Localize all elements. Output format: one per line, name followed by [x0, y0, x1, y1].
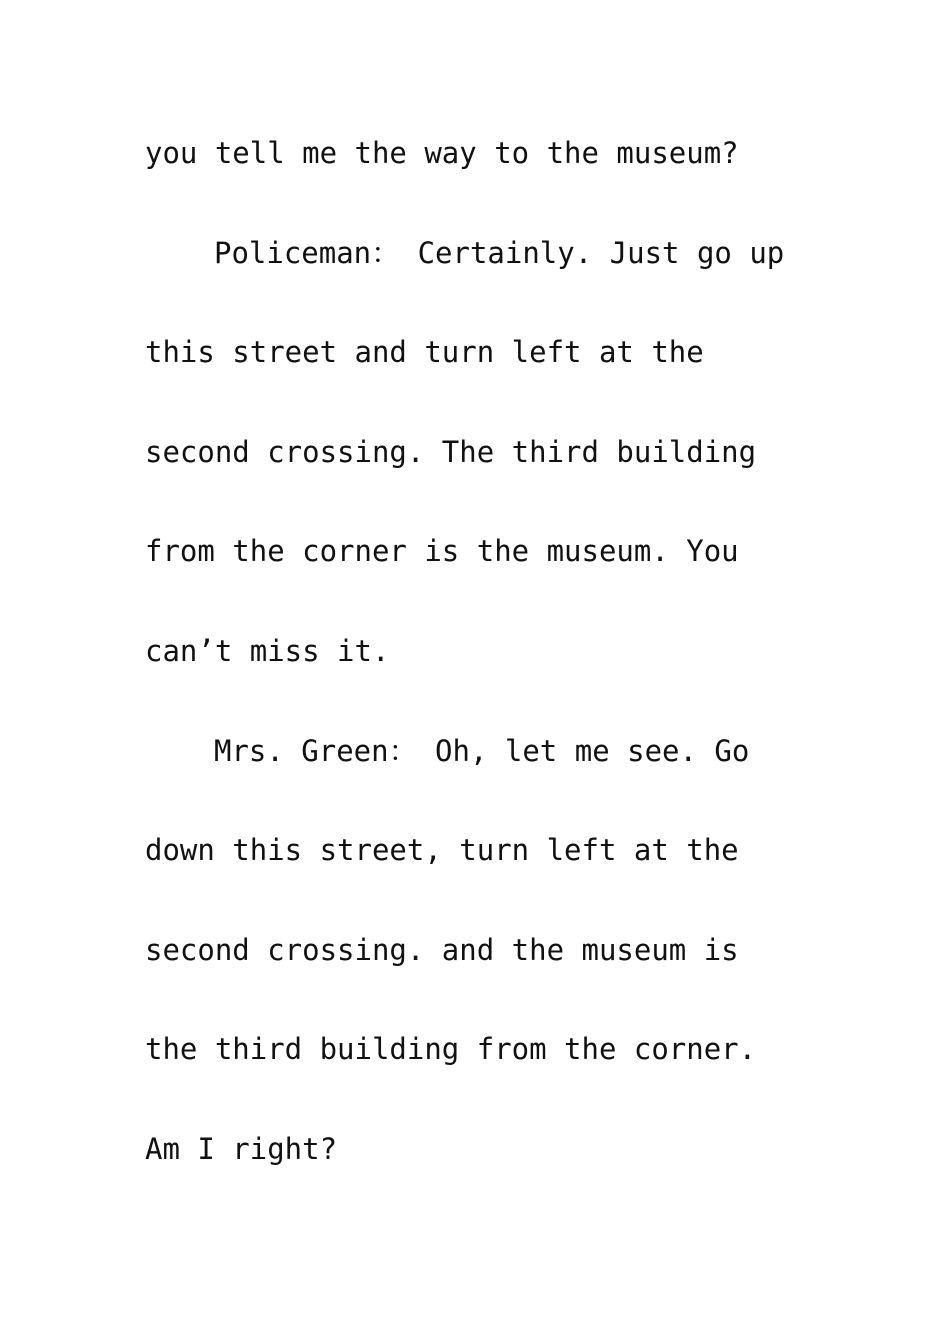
- text-line: down this street, turn left at the: [145, 833, 739, 868]
- text-line: Am I right?: [145, 1131, 338, 1166]
- text-line: second crossing. The third building: [145, 434, 757, 469]
- text-line: you tell me the way to the museum?: [145, 136, 739, 170]
- text-line: from the corner is the museum. You: [145, 534, 739, 569]
- text-line-mrs-green: Mrs. Green： Oh, let me see. Go: [214, 733, 750, 768]
- text-line-policeman: Policeman： Certainly. Just go up: [214, 235, 785, 270]
- text-line: the third building from the corner.: [145, 1032, 757, 1067]
- dialogue-text: [145, 124, 845, 1220]
- text-line: second crossing. and the museum is: [145, 932, 739, 967]
- text-line: can’t miss it.: [145, 633, 390, 668]
- text-line: this street and turn left at the: [145, 335, 704, 370]
